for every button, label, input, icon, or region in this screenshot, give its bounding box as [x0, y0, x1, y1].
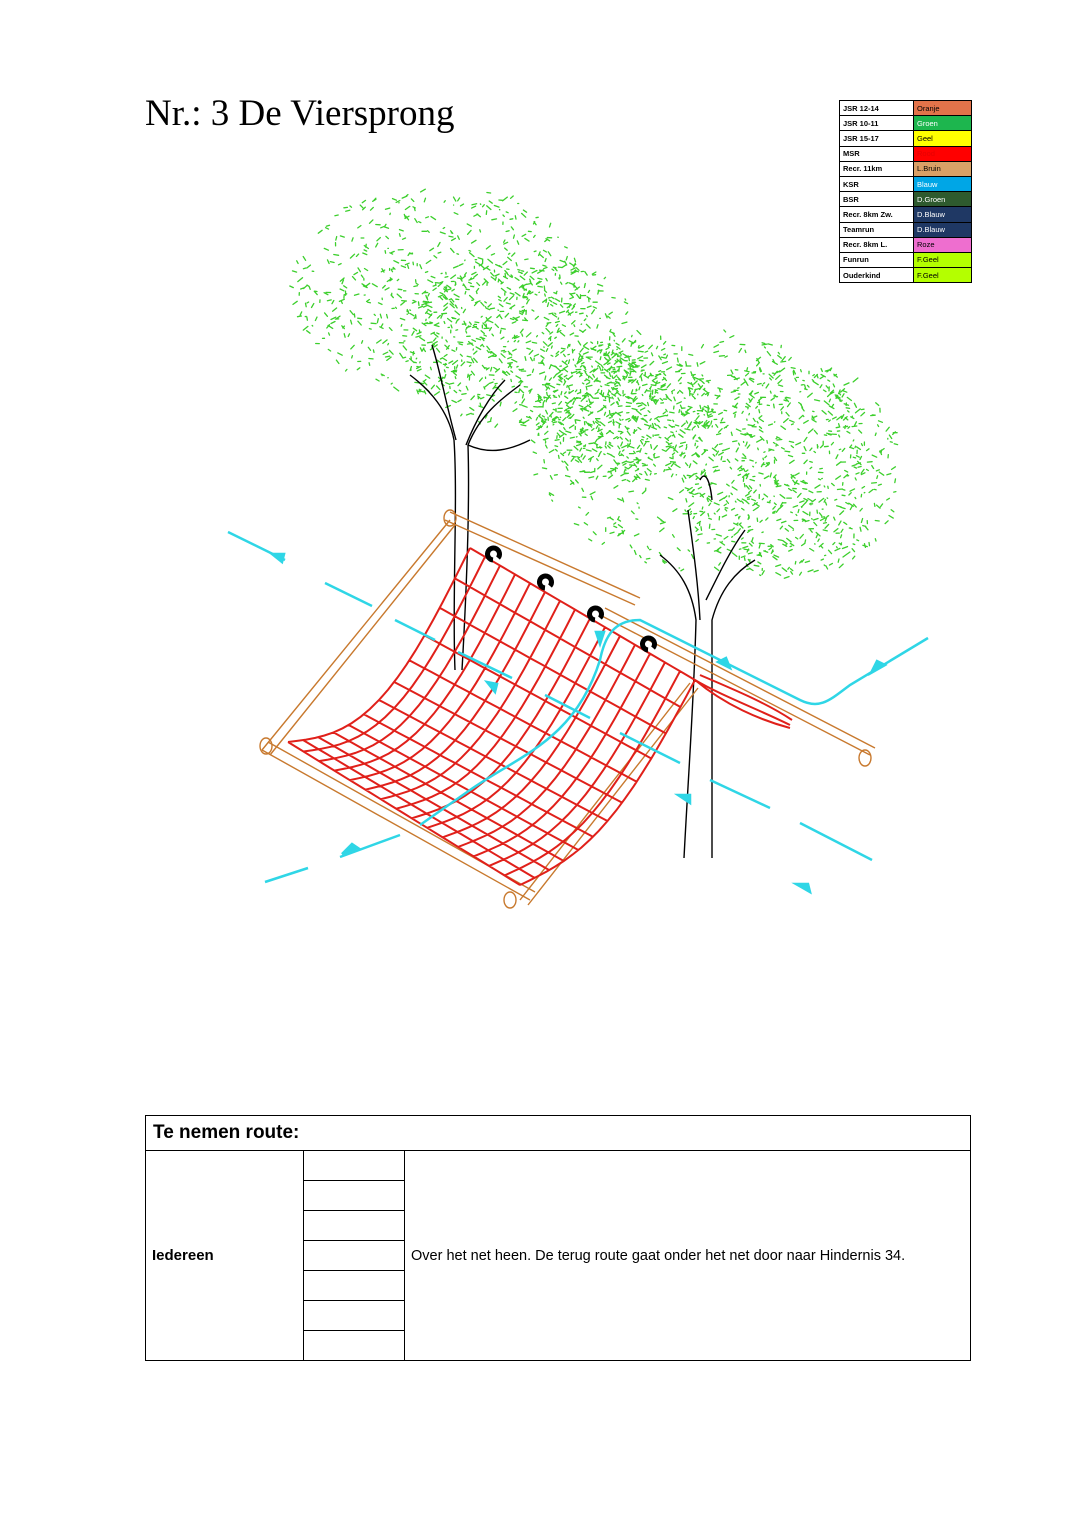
route-description: Over het net heen. De terug route gaat onder het net door naar Hindernis 34. [405, 1151, 971, 1361]
legend-row [840, 131, 972, 146]
route-checkbox [304, 1301, 404, 1331]
legend-row [840, 161, 972, 176]
route-checkbox [304, 1211, 404, 1241]
net-rings [488, 548, 655, 650]
cargo-net [288, 548, 792, 885]
legend-color-swatch: F.Geel [914, 268, 972, 283]
legend-color-swatch: Rood [914, 146, 972, 161]
legend-route-name: JSR 15-17 [840, 131, 914, 146]
legend-route-name: Recr. 8km Zw. [840, 207, 914, 222]
legend-route-name: Recr. 11km [840, 161, 914, 176]
legend-route-name: JSR 10-11 [840, 116, 914, 131]
cargo-net-mesh [288, 548, 792, 885]
route-checkbox-column [304, 1151, 405, 1361]
legend-color-swatch: D.Blauw [914, 207, 972, 222]
legend-color-swatch: D.Blauw [914, 222, 972, 237]
legend-color-swatch: F.Geel [914, 252, 972, 267]
legend-route-name: Ouderkind [840, 268, 914, 283]
legend-route-name: BSR [840, 192, 914, 207]
route-checkbox [304, 1151, 404, 1181]
legend-route-name: MSR [840, 146, 914, 161]
table-row [146, 1151, 971, 1361]
legend-route-name: JSR 12-14 [840, 101, 914, 116]
legend-color-swatch: Roze [914, 237, 972, 252]
route-checkbox [304, 1271, 404, 1301]
page-title: Nr.: 3 De Viersprong [145, 93, 455, 134]
legend-color-swatch: Oranje [914, 101, 972, 116]
legend-color-swatch: L.Bruin [914, 161, 972, 176]
route-participant: Iedereen [146, 1151, 304, 1361]
route-table-header: Te nemen route: [146, 1116, 971, 1151]
tree-foliage-strokes [290, 189, 898, 578]
route-checkbox [304, 1181, 404, 1211]
tree-icon [410, 345, 530, 670]
legend-route-name: KSR [840, 176, 914, 191]
route-lines [228, 532, 928, 892]
legend-row [840, 146, 972, 161]
route-checkbox [304, 1331, 404, 1361]
legend-route-name: Funrun [840, 252, 914, 267]
route-table [145, 1115, 971, 1361]
legend-route-name: Teamrun [840, 222, 914, 237]
tree-foliage [290, 189, 898, 578]
legend-color-swatch: D.Groen [914, 192, 972, 207]
obstacle-illustration [0, 180, 1080, 960]
legend-color-swatch: Blauw [914, 176, 972, 191]
legend-route-name: Recr. 8km L. [840, 237, 914, 252]
legend-color-swatch: Geel [914, 131, 972, 146]
legend-color-swatch: Groen [914, 116, 972, 131]
legend-row [840, 101, 972, 116]
route-checkbox [304, 1241, 404, 1271]
legend-row [840, 116, 972, 131]
